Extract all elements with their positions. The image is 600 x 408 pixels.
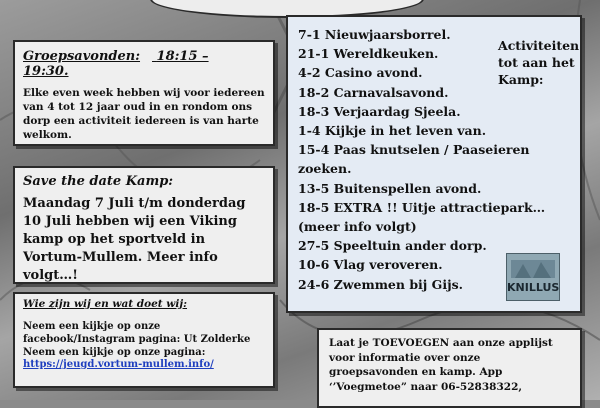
activity-item: 4-2 Casino avond. — [298, 65, 423, 81]
website-link[interactable]: https://jeugd.vortum-mullem.info/ — [23, 359, 214, 370]
activity-item: 10-6 Vlag veroveren. — [298, 257, 443, 273]
app-list-panel — [317, 328, 582, 408]
save-the-date-panel — [13, 166, 275, 284]
activiteiten-title: Activiteiten tot aan het Kamp: — [498, 38, 580, 87]
wie-website-text: Neem een kijkje op onze pagina: — [23, 347, 206, 358]
activity-item: 7-1 Nieuwjaarsborrel. — [298, 27, 451, 42]
app-list-text: Laat je TOEVOEGEN aan onze applijst voor informatie over onze groepsavonden en kamp. App ‘’Voegmetoe” naar 06-52838322, — [329, 337, 553, 393]
groepsavonden-time: 18:15 – 19:30. — [23, 49, 209, 79]
activity-item: 15-4 Paas knutselen / Paaseieren zoeken. — [298, 142, 530, 177]
knillus-logo-icon — [506, 253, 560, 301]
save-the-date-heading: Save the date Kamp: — [23, 174, 174, 189]
activity-item: 13-5 Buitenspellen avond. — [298, 180, 482, 196]
groepsavonden-label: Groepsavonden: — [23, 49, 141, 64]
wie-facebook-text: Neem een kijkje op onze facebook/Instagram pagina: Ut Zolderke — [23, 321, 251, 345]
activity-item: 18-5 EXTRA !! Uitje attractiepark… (meer info volgt) — [298, 199, 546, 235]
groepsavonden-text: Elke even week hebben wij voor iedereen van 4 tot 12 jaar oud in en rondom ons dorp een activiteit iedereen is van harte welkom. — [23, 87, 265, 141]
groepsavonden-heading — [23, 49, 265, 79]
logo-text: KNILLUS — [507, 281, 560, 294]
activity-item: 18-2 Carnavalsavond. — [298, 84, 449, 100]
wie-zijn-wij-panel — [13, 292, 275, 388]
save-the-date-text: Maandag 7 Juli t/m donderdag 10 Juli hebben wij een Viking kamp op het sportveld in Vortum-Mullem. Meer info volgt…! — [23, 196, 246, 283]
activity-item: 24-6 Zwemmen bij Gijs. — [298, 276, 464, 292]
activity-item: 1-4 Kijkje in het leven van. — [298, 123, 487, 139]
activiteiten-panel — [286, 15, 582, 313]
activity-item: 21-1 Wereldkeuken. — [298, 46, 439, 62]
activity-item: 18-3 Verjaardag Sjeela. — [298, 103, 461, 119]
groepsavonden-panel — [13, 40, 275, 146]
wie-zijn-wij-heading: Wie zijn wij en wat doet wij: — [23, 298, 188, 310]
activity-item: 27-5 Speeltuin ander dorp. — [298, 238, 487, 254]
